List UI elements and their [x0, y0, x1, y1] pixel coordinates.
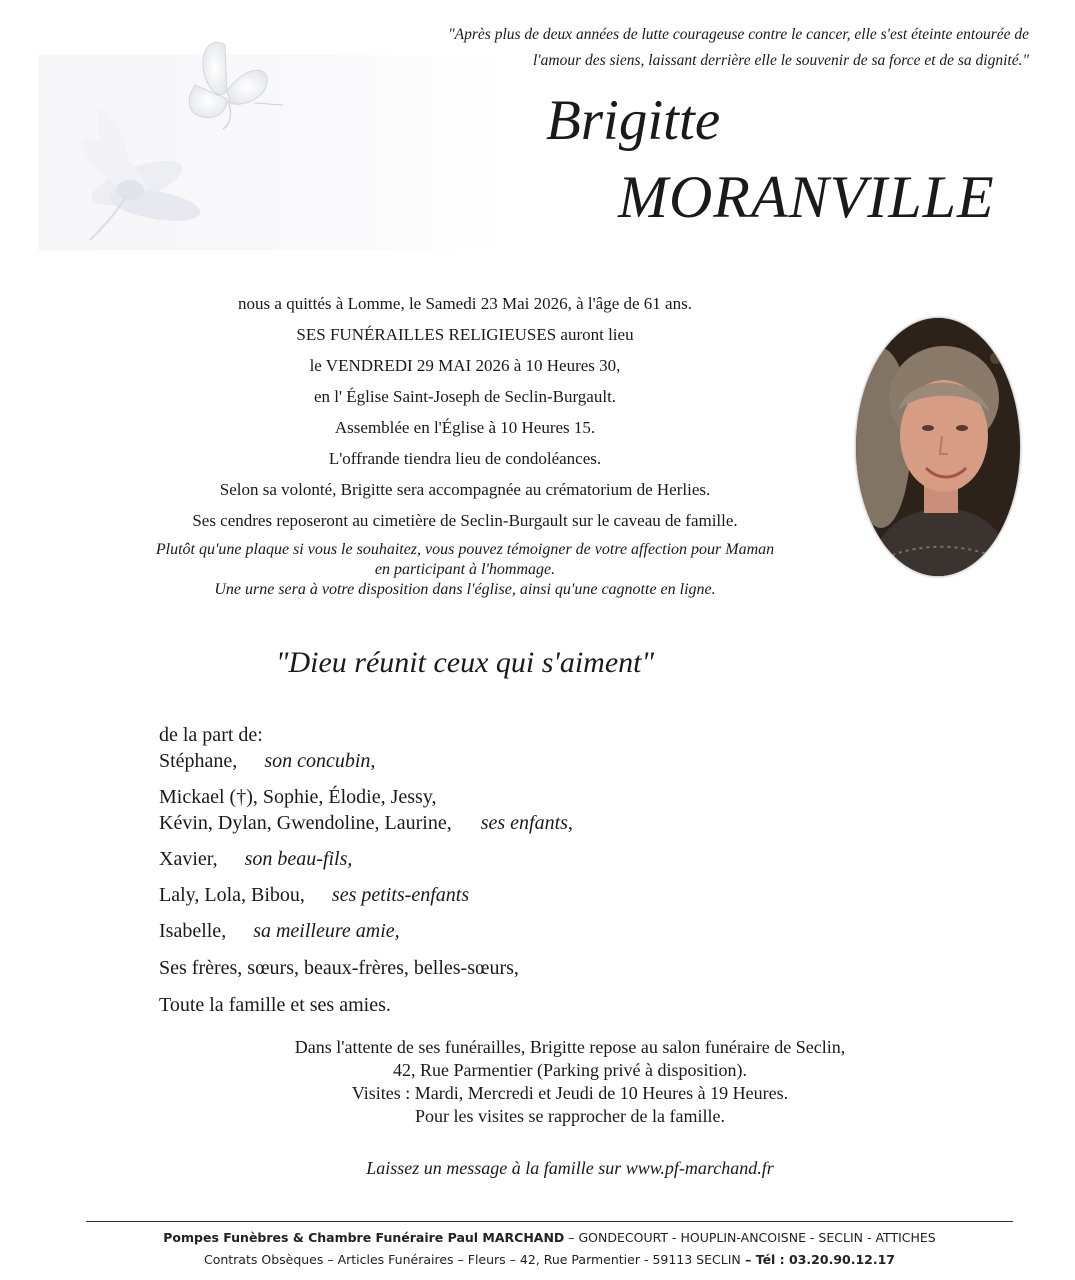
announcement-line: Assemblée en l'Église à 10 Heures 15. — [334, 418, 596, 437]
footer-towns: – GONDECOURT - HOUPLIN-ANCOISNE - SECLIN - ATTICHES — [564, 1230, 936, 1245]
family-names: Ses frères, sœurs, beaux-frères, belles-sœurs, — [159, 957, 519, 979]
family-entry — [159, 810, 573, 836]
announcement-line: Selon sa volonté, Brigitte sera accompagnée au crématorium de Herlies. — [219, 480, 711, 499]
family-names: Stéphane, — [159, 750, 238, 772]
family-entry — [159, 955, 519, 981]
family-relation: sa meilleure amie, — [253, 920, 400, 942]
tribute-note-line: Une urne sera à votre disposition dans l'église, ainsi qu'une cagnotte en ligne. — [214, 581, 716, 598]
family-entry — [159, 846, 352, 872]
deceased-first-name: Brigitte — [546, 89, 721, 152]
family-names: Toute la famille et ses amies. — [159, 994, 391, 1016]
family-entry — [159, 748, 375, 774]
announcement-line: en l' Église Saint-Joseph de Seclin-Burgault. — [313, 387, 617, 406]
tribute-note — [80, 540, 850, 600]
footer-phone: – Tél : 03.20.90.12.17 — [740, 1252, 896, 1267]
visit-info-line: Pour les visites se rapprocher de la famille. — [415, 1106, 725, 1126]
family-names: Isabelle, — [159, 920, 227, 942]
announcement-line: Ses cendres reposeront au cimetière de Seclin-Burgault sur le caveau de famille. — [192, 511, 738, 530]
visit-information — [190, 1036, 950, 1128]
family-relation: son beau-fils, — [244, 848, 353, 870]
footer-divider — [86, 1221, 1013, 1222]
funeral-announcement — [90, 288, 840, 536]
tribute-quote-line-2: l'amour des siens, laissant derrière elle le souvenir de sa force et de sa dignité." — [533, 52, 1029, 69]
announcement-line: le VENDREDI 29 MAI 2026 à 10 Heures 30, — [309, 356, 621, 375]
tribute-note-line: Plutôt qu'une plaque si vous le souhaitez, vous pouvez témoigner de votre affection pour Maman — [155, 541, 775, 558]
family-names: Kévin, Dylan, Gwendoline, Laurine, — [159, 812, 452, 834]
portrait-photo — [856, 318, 1020, 576]
footer-services: Contrats Obsèques – Articles Funéraires – Fleurs – 42, Rue Parmentier - 59113 SECLIN — [203, 1252, 741, 1267]
butterfly-icon — [189, 42, 283, 129]
family-entry — [159, 992, 391, 1018]
family-names: Laly, Lola, Bibou, — [159, 884, 305, 906]
visit-info-line: Dans l'attente de ses funérailles, Brigitte repose au salon funéraire de Seclin, — [294, 1037, 846, 1057]
family-entry — [159, 882, 469, 908]
portrait-illustration — [856, 318, 1020, 576]
visit-info-line: 42, Rue Parmentier (Parking privé à disposition). — [393, 1060, 747, 1080]
visit-info-line: Visites : Mardi, Mercredi et Jeudi de 10 Heures à 19 Heures. — [351, 1083, 789, 1103]
announcement-line: SES FUNÉRAILLES RELIGIEUSES auront lieu — [296, 325, 634, 344]
announcement-line: nous a quittés à Lomme, le Samedi 23 Mai 2026, à l'âge de 61 ans. — [238, 294, 692, 313]
family-relation: ses petits-enfants — [331, 884, 470, 906]
footer-services-line — [86, 1250, 1013, 1270]
family-names: Mickael (†), Sophie, Élodie, Jessy, — [159, 786, 437, 808]
family-names: Xavier, — [159, 848, 218, 870]
announcement-line: L'offrande tiendra lieu de condoléances. — [328, 449, 602, 468]
flower-icon — [74, 105, 202, 240]
deceased-last-name: MORANVILLE — [618, 164, 995, 230]
family-entry — [159, 784, 437, 810]
family-relation: ses enfants, — [480, 812, 573, 834]
footer-company-name: Pompes Funèbres & Chambre Funéraire Paul MARCHAND — [163, 1230, 565, 1245]
family-relation: son concubin, — [264, 750, 376, 772]
tribute-quote — [389, 22, 1029, 74]
family-intro: de la part de: — [159, 724, 263, 746]
tribute-quote-line-1: "Après plus de deux années de lutte courageuse contre le cancer, elle s'est éteinte entourée de — [448, 26, 1029, 43]
condolence-message-link[interactable]: Laissez un message à la famille sur www.pf-marchand.fr — [366, 1158, 774, 1178]
footer-company-line — [86, 1228, 1013, 1248]
family-entry — [159, 918, 400, 944]
tribute-note-line: en participant à l'hommage. — [374, 561, 556, 578]
butterfly-flower-decoration — [55, 25, 295, 250]
verse-quote: "Dieu réunit ceux qui s'aiment" — [275, 646, 655, 679]
